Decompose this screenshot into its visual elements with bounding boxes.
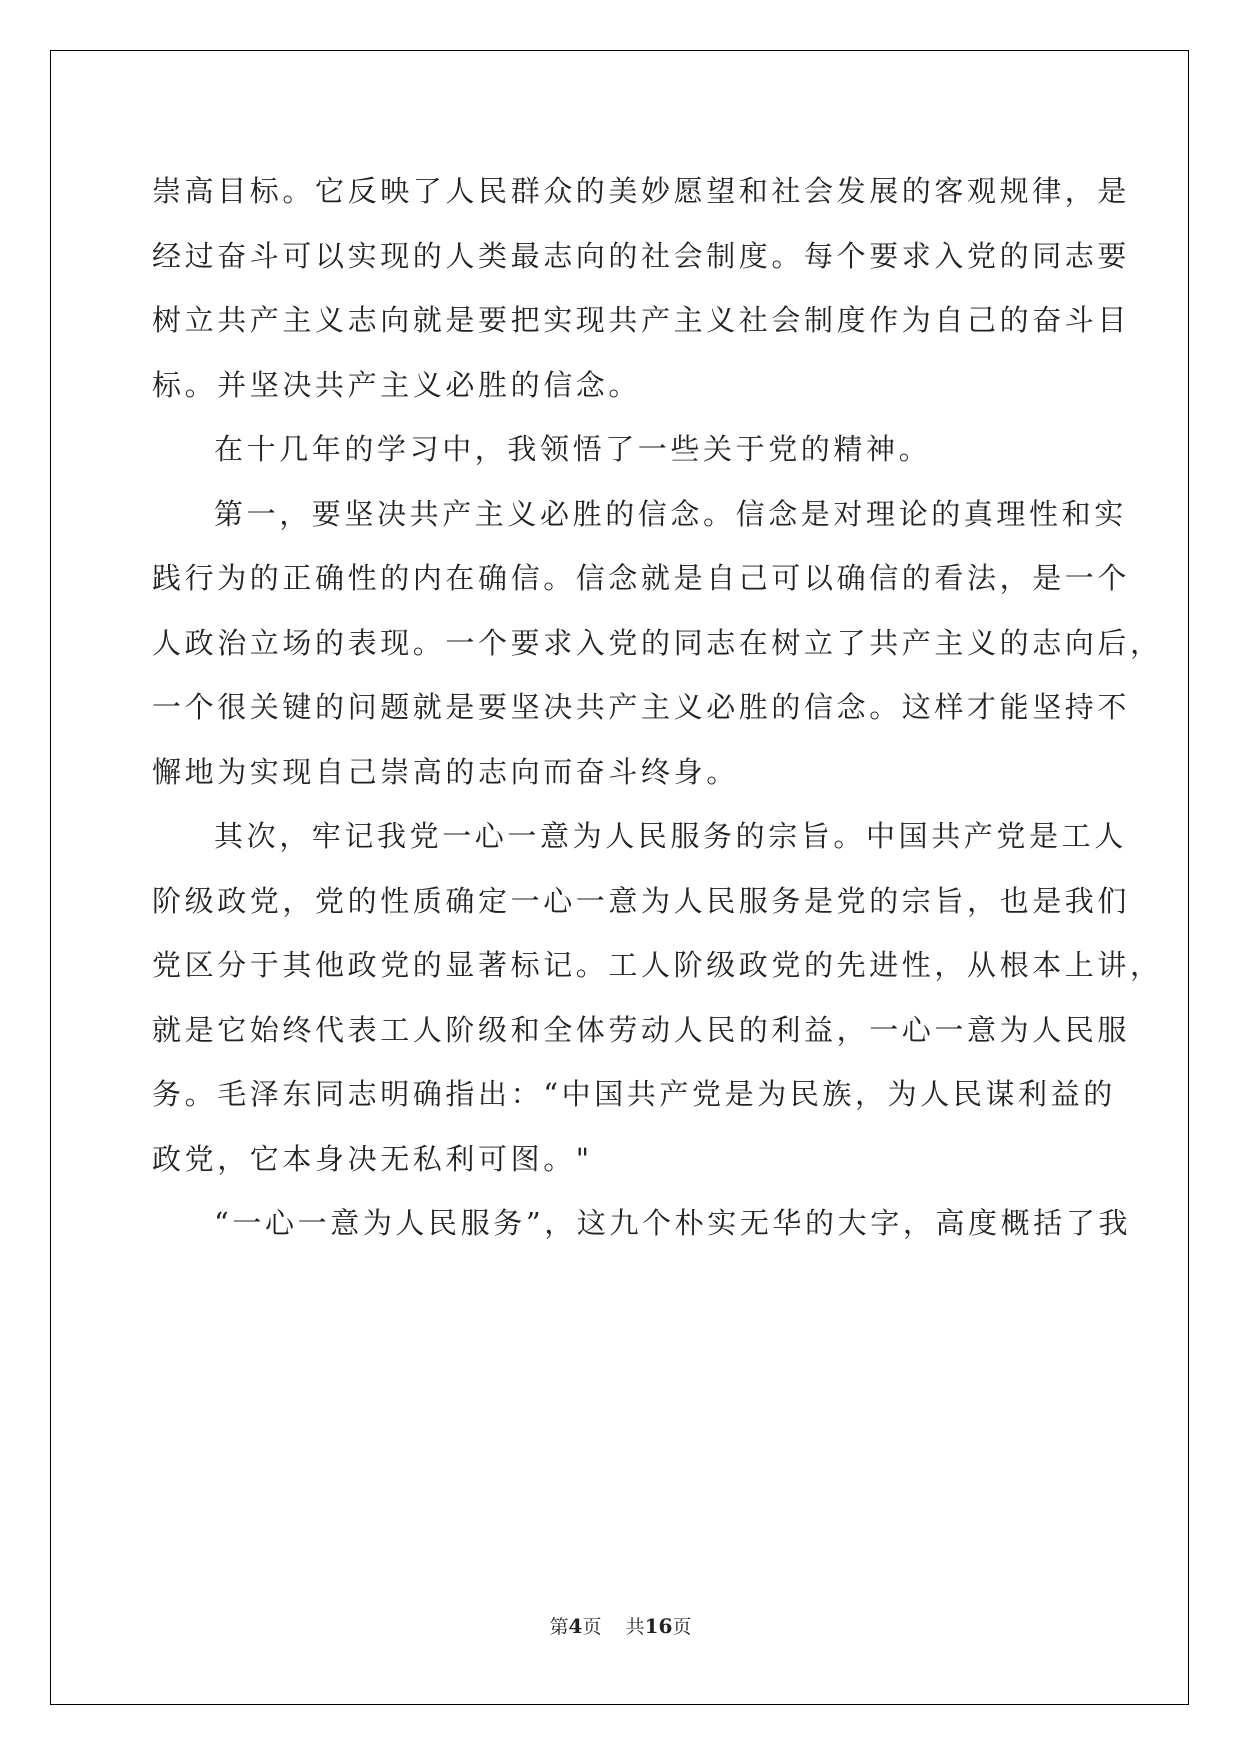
paragraph-2 bbox=[152, 417, 1092, 482]
text-line: 阶级政党，党的性质确定一心一意为人民服务是党的宗旨，也是我们 bbox=[152, 883, 1131, 918]
text-line: 党区分于其他政党的显著标记。工人阶级政党的先进性，从根本上讲， bbox=[152, 948, 1163, 982]
text-line: 就是它始终代表工人阶级和全体劳动人民的利益，一心一意为人民服 bbox=[152, 1012, 1131, 1047]
text-line: 务。毛泽东同志明确指出：“中国共产党是为民族，为人民谋利益的 bbox=[152, 1077, 1116, 1111]
text-line: 其次，牢记我党一心一意为人民服务的宗旨。中国共产党是工人 bbox=[214, 819, 1127, 853]
text-line: “一心一意为人民服务”，这九个朴实无华的大字，高度概括了我 bbox=[214, 1206, 1132, 1240]
text-line: 树立共产主义志向就是要把实现共产主义社会制度作为自己的奋斗目 bbox=[152, 303, 1131, 337]
text-line: 在十几年的学习中，我领悟了一些关于党的精神。 bbox=[214, 432, 932, 466]
footer-page-prefix: 第 bbox=[549, 1616, 569, 1638]
text-line: 践行为的正确性的内在确信。信念就是自己可以确信的看法，是一个 bbox=[152, 561, 1131, 595]
text-line: 懈地为实现自己崇高的志向而奋斗终身。 bbox=[152, 754, 739, 789]
text-line: 人政治立场的表现。一个要求入党的同志在树立了共产主义的志向后， bbox=[152, 625, 1163, 660]
text-line: 标。并坚决共产主义必胜的信念。 bbox=[152, 367, 642, 402]
document-body bbox=[152, 159, 1163, 1256]
footer-total-suffix: 页 bbox=[672, 1616, 692, 1638]
paragraph-3 bbox=[152, 482, 1163, 805]
text-line: 政党，它本身决无私利可图。" bbox=[152, 1141, 593, 1176]
text-line: 第一，要坚决共产主义必胜的信念。信念是对理论的真理性和实 bbox=[214, 496, 1127, 531]
footer-total-prefix: 共 bbox=[625, 1616, 645, 1638]
footer-total-pages: 16 bbox=[644, 1614, 673, 1638]
paragraph-4 bbox=[152, 804, 1163, 1191]
paragraph-5 bbox=[152, 1191, 1132, 1256]
paragraph-1 bbox=[152, 159, 1131, 417]
footer-page-suffix: 页 bbox=[582, 1616, 602, 1638]
text-line: 崇高目标。它反映了人民群众的美妙愿望和社会发展的客观规律，是 bbox=[152, 174, 1131, 208]
page-footer bbox=[0, 1612, 1241, 1639]
footer-current-page: 4 bbox=[568, 1614, 583, 1638]
text-line: 一个很关键的问题就是要坚决共产主义必胜的信念。这样才能坚持不 bbox=[152, 690, 1131, 724]
text-line: 经过奋斗可以实现的人类最志向的社会制度。每个要求入党的同志要 bbox=[152, 238, 1131, 273]
